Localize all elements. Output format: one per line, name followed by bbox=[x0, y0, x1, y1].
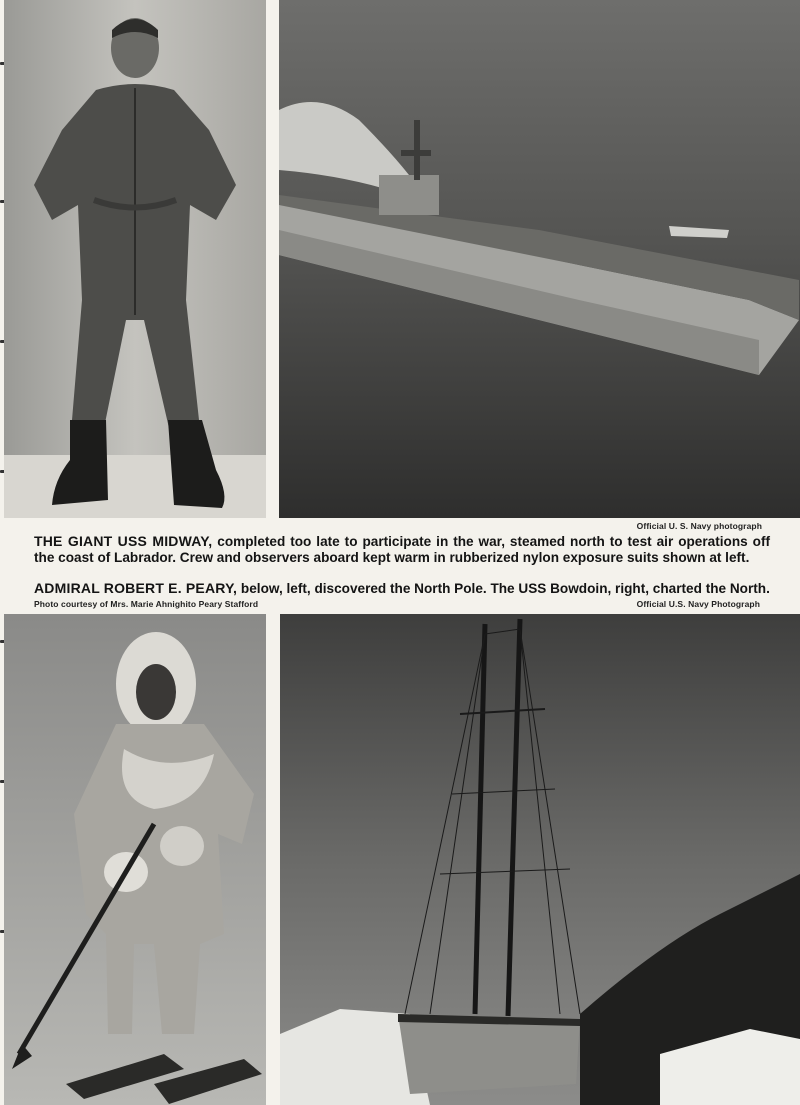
uss-midway-photo bbox=[279, 0, 800, 518]
midway-caption-body: completed too late to participate in the war, steamed north to test air operations off the coast of Labrador. Crew and observers aboard kept warm in rubberized nylon exposure suits shown at left. bbox=[34, 534, 771, 565]
navy-photo-credit: Official U. S. Navy photograph bbox=[636, 521, 762, 531]
admiral-peary-photo bbox=[4, 614, 266, 1105]
peary-caption bbox=[34, 580, 770, 597]
peary-caption-body: below, left, discovered the North Pole. The USS Bowdoin, right, charted the North. bbox=[237, 581, 770, 596]
midway-caption-lead: THE GIANT USS MIDWAY, bbox=[34, 533, 213, 549]
peary-caption-lead: ADMIRAL ROBERT E. PEARY, bbox=[34, 580, 238, 596]
peary-photo-credit: Photo courtesy of Mrs. Marie Ahnighito Peary Stafford bbox=[34, 599, 259, 609]
uss-bowdoin-photo bbox=[280, 614, 800, 1105]
exposure-suit-photo bbox=[4, 0, 266, 518]
midway-caption bbox=[34, 533, 770, 566]
navy-photo-credit-2: Official U.S. Navy Photograph bbox=[636, 599, 760, 609]
